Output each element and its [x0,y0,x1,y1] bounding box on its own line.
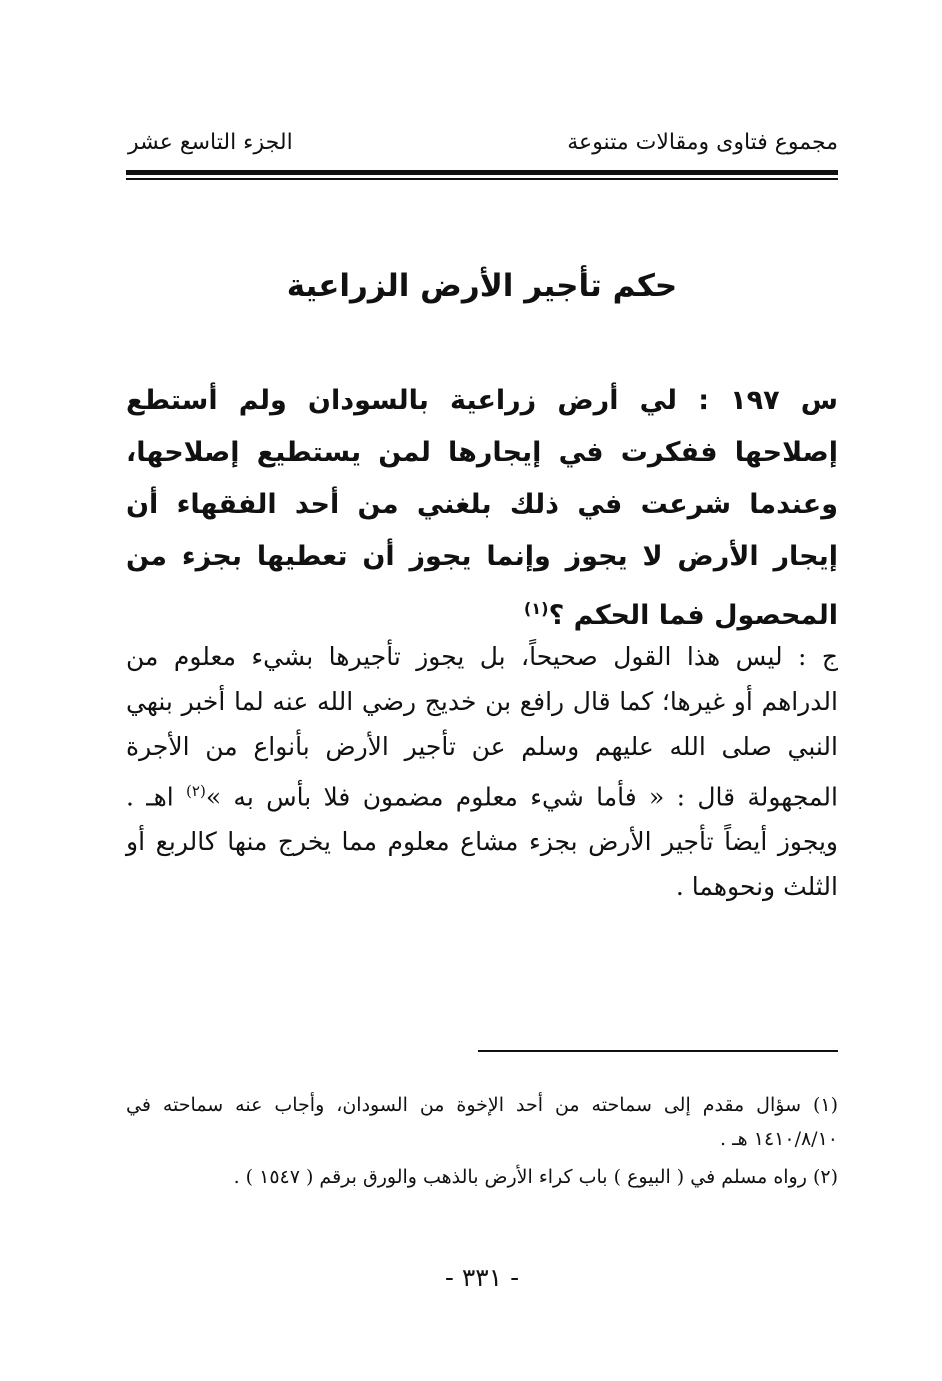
answer-text-part2: اهـ . ويجوز أيضاً تأجير الأرض بجزء مشاع معلوم مما يخرج منها كالربع أو الثلث ونحوهما . [126,782,838,902]
page-number: - ٣٣١ - [444,1263,520,1292]
question-paragraph [126,375,838,642]
footnote-2: (٢) رواه مسلم في ( البيوع ) باب كراء الأرض بالذهب والورق برقم ( ١٥٤٧ ) . [233,1166,838,1188]
footnote-ref-1: (١) [523,599,549,618]
running-header [128,126,838,162]
answer-text-part1: ج : ليس هذا القول صحيحاً، بل يجوز تأجيرها بشيء معلوم من الدراهم أو غيرها؛ كما قال رافع بن خديج رضي الله عنه لما أخبر بنهي النبي صلى الله عليهم وسلم عن تأجير الأرض بأنواع من الأجرة المجهولة قال : « فأما شيء معلوم مضمون فلا بأس به » [126,642,838,812]
volume-label: الجزء التاسع عشر [128,130,293,155]
article-title: حكم تأجير الأرض الزراعية [286,268,678,304]
footnote-ref-2: (٢) [186,782,206,800]
header-rule-thin [126,178,838,180]
series-title: مجموع فتاوى ومقالات متنوعة [567,130,838,155]
answer-paragraph [126,634,838,909]
footnotes [126,1088,838,1198]
question-text: س ١٩٧ : لي أرض زراعية بالسودان ولم أستطع إصلاحها ففكرت في إيجارها لمن يستطيع إصلاحها، وعندما شرعت في ذلك بلغني من أحد الفقهاء أن إيجار الأرض لا يجوز وإنما يجوز أن تعطيها بجزء من المحصول فما الحكم ؟ [126,385,838,631]
footnote-1: (١) سؤال مقدم إلى سماحته من أحد الإخوة من السودان، وأجاب عنه سماحته في ١٤١٠/٨/١٠ هـ . [126,1094,838,1150]
header-rule-thick [126,170,838,175]
footnote-separator [478,1050,838,1052]
